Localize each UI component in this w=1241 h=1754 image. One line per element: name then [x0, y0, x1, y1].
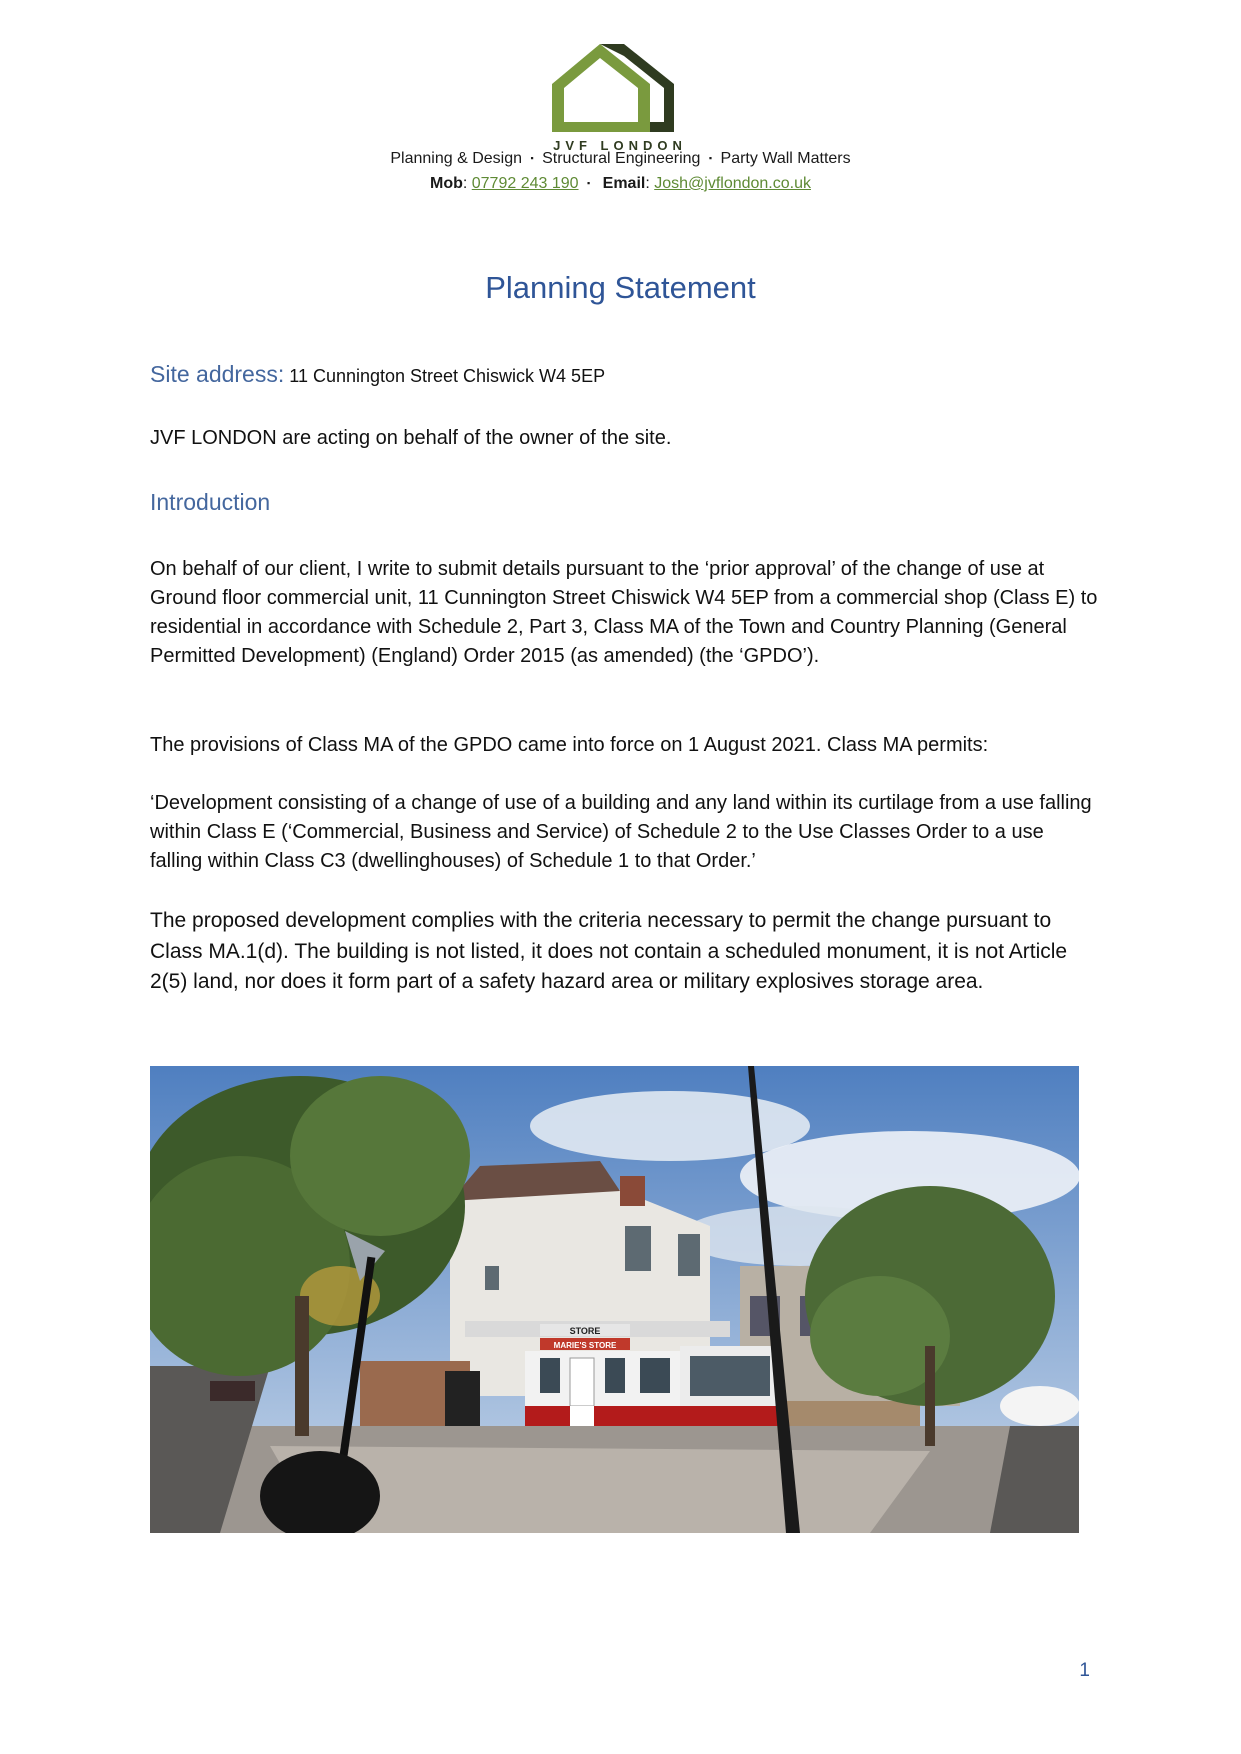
mob-label: Mob: [429, 175, 463, 192]
tagline-separator: ▪: [708, 153, 713, 163]
intro-paragraph: ‘Development consisting of a change of use of a building and any land within its curtilage from a use falling within Class E (‘Commercial, Business and Service) of Schedule 2 to the Use Classes Order to a use falling within Class C3 (dwellinghouses) of Schedule 1 to that Order.’: [150, 792, 1092, 872]
acting-statement: JVF LONDON are acting on behalf of the owner of the site.: [150, 427, 672, 449]
tagline-item: Planning & Design: [390, 150, 522, 167]
contact-line: Mob: 07792 243 190 ▪ Email: Josh@jvflondon.co.uk: [429, 175, 811, 192]
intro-paragraph: The provisions of Class MA of the GPDO came into force on 1 August 2021. Class MA permits:: [150, 734, 989, 756]
logo-text: JVF LONDON: [553, 138, 687, 153]
contact-separator: ▪: [586, 178, 591, 188]
page-number: 1: [1079, 1660, 1090, 1681]
tagline-separator: ▪: [530, 153, 534, 163]
site-address-value: 11 Cunnington Street Chiswick W4 5EP: [289, 366, 606, 386]
tagline-item: Party Wall Matters: [720, 150, 851, 167]
company-tagline: [0, 150, 1241, 168]
site-address: [150, 361, 1100, 388]
intro-paragraph: On behalf of our client, I write to submit details pursuant to the ‘prior approval’ of the change of use at Ground floor commercial unit, 11 Cunnington Street Chiswick W4 5EP from a commercial shop (Class E) to residential in accordance with Schedule 2, Part 3, Class MA of the Town and Country Planning (General Permitted Development) (England) Order 2015 (as amended) (the ‘GPDO’).: [150, 558, 1098, 667]
intro-paragraph: The proposed development complies with the criteria necessary to permit the change pursuant to Class MA.1(d). The building is not listed, it does not contain a scheduled monument, it is not Article 2(5) land, nor does it form part of a safety hazard area or military explosives storage area.: [150, 909, 1068, 993]
page-title: Planning Statement: [485, 270, 756, 305]
tagline-item: Structural Engineering: [542, 150, 701, 167]
shop-sign-text: STORE: [569, 1326, 601, 1336]
mobile-number-link[interactable]: 07792 243 190: [471, 175, 579, 192]
shop-sign-lower-text: MARIE'S STORE: [553, 1341, 617, 1350]
email-link[interactable]: Josh@jvflondon.co.uk: [654, 175, 811, 192]
site-photo: [150, 1066, 1079, 1533]
site-address-label: Site address:: [150, 361, 285, 387]
street-photo-illustration: [150, 1066, 1079, 1533]
introduction-heading: Introduction: [150, 489, 271, 515]
house-logo-icon: [552, 42, 688, 138]
jvf-london-logo: [552, 42, 688, 153]
email-label: Email: [602, 175, 646, 192]
